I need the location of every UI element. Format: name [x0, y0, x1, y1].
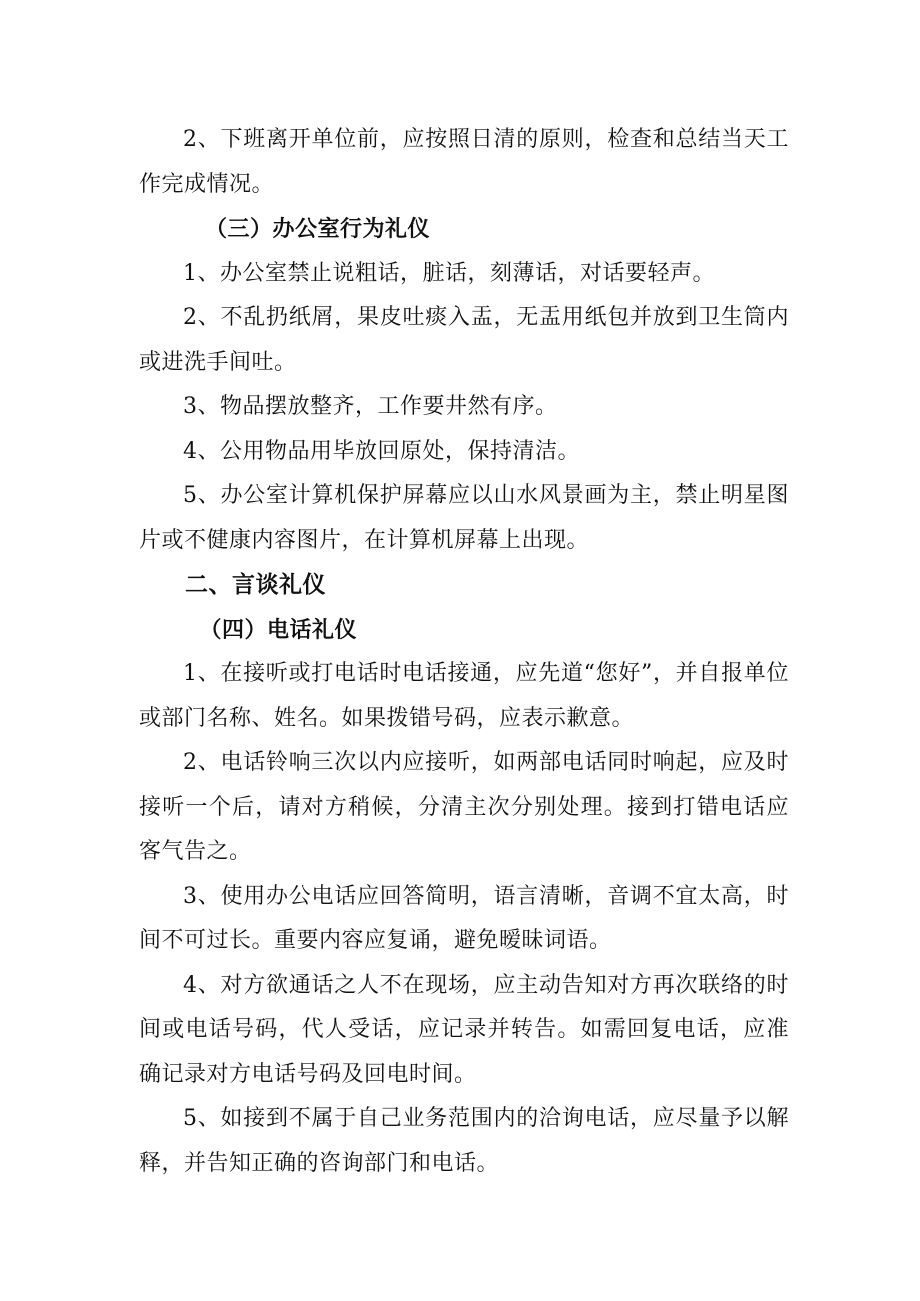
section-heading-office-etiquette: （三）办公室行为礼仪 [205, 216, 431, 242]
paragraph-phone-5: 5、如接到不属于自己业务范围内的洽询电话，应尽量予以解释，并告知正确的咨询部门和电话。 [139, 1106, 789, 1176]
paragraph-phone-4: 4、对方欲通话之人不在现场，应主动告知对方再次联络的时间或电话号码，代人受话，应记录并转告。如需回复电话，应准确记录对方电话号码及回电时间。 [139, 972, 789, 1087]
paragraph-phone-1: 1、在接听或打电话时电话接通，应先道“您好”，并自报单位或部门名称、姓名。如果拨错号码，应表示歉意。 [139, 661, 789, 731]
chapter-heading-speech-etiquette: 二、言谈礼仪 [185, 571, 326, 598]
paragraph-office-4: 4、公用物品用毕放回原处，保持清洁。 [183, 438, 580, 464]
paragraph-phone-3: 3、使用办公电话应回答简明，语言清晰，音调不宜太高，时间不可过长。重要内容应复诵，避免暧昧词语。 [139, 883, 789, 953]
paragraph-office-3: 3、物品摆放整齐，工作要井然有序。 [183, 394, 558, 419]
paragraph-clock-out: 2、下班离开单位前，应按照日清的原则，检查和总结当天工作完成情况。 [139, 127, 789, 197]
paragraph-office-5: 5、办公室计算机保护屏幕应以山水风景画为主，禁止明星图片或不健康内容图片，在计算机屏幕上出现。 [139, 483, 789, 553]
section-heading-phone-etiquette: （四）电话礼仪 [199, 616, 358, 643]
paragraph-phone-2: 2、电话铃响三次以内应接听，如两部电话同时响起，应及时接听一个后，请对方稍候，分清主次分别处理。接到打错电话应客气告之。 [139, 750, 789, 864]
paragraph-office-1: 1、办公室禁止说粗话，脏话，刻薄话，对话要轻声。 [183, 260, 715, 286]
document-body [139, 118, 789, 1186]
paragraph-office-2: 2、不乱扔纸屑，果皮吐痰入盂，无盂用纸包并放到卫生筒内或进洗手间吐。 [139, 305, 789, 375]
